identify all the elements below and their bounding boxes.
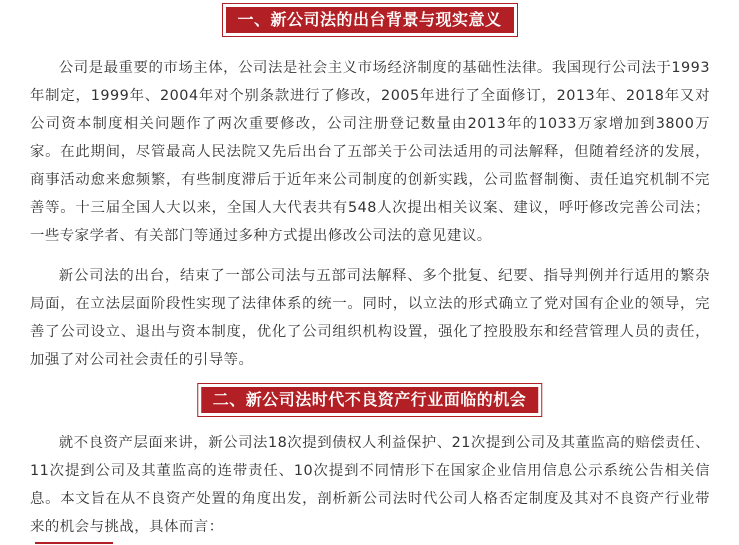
section-heading-title: 二、新公司法时代不良资产行业面临的机会 xyxy=(201,387,539,413)
section-heading-opportunities xyxy=(197,383,543,417)
paragraph-new-law-significance: 新公司法的出台，结束了一部公司法与五部司法解释、多个批复、纪要、指导判例并行适用的繁杂局面，在立法层面阶段性实现了法律体系的统一。同时，以立法的形式确立了党对国有企业的领导，完善了公司设立、退出与资本制度，优化了公司组织机构设置，强化了控股股东和经营管理人员的责任，加强了对公司社会责任的引导等。 xyxy=(30,268,710,368)
section-heading-background xyxy=(221,3,517,37)
paragraph-company-law-background: 公司是最重要的市场主体，公司法是社会主义市场经济制度的基础性法律。我国现行公司法于1993年制定，1999年、2004年对个别条款进行了修改，2005年进行了全面修订，2013年、2018年又对公司资本制度相关问题作了两次重要修改，公司注册登记数量由2013年的1033万家增加到3800万家。在此期间，尽管最高人民法院又先后出台了五部关于公司法适用的司法解释，但随着经济的发展，商事活动愈来愈频繁，有些制度滞后于近年来公司制度的创新实践，公司监督制衡、责任追究机制不完善等。十三届全国人大以来，全国人大代表共有548人次提出相关议案、建议，呼吁修改完善公司法；一些专家学者、有关部门等通过多种方式提出修改公司法的意见建议。 xyxy=(30,60,710,244)
section-heading-title: 一、新公司法的出台背景与现实意义 xyxy=(225,7,513,33)
paragraph-npl-opportunities: 就不良资产层面来讲，新公司法18次提到债权人利益保护、21次提到公司及其董监高的赔偿责任、11次提到公司及其董监高的连带责任、10次提到不同情形下在国家企业信用信息公示系统公告相关信息。本文旨在从不良资产处置的角度出发，剖析新公司法时代公司人格否定制度及其对不良资产行业带来的机会与挑战，具体而言： xyxy=(30,435,710,535)
divider-rule xyxy=(35,542,113,544)
